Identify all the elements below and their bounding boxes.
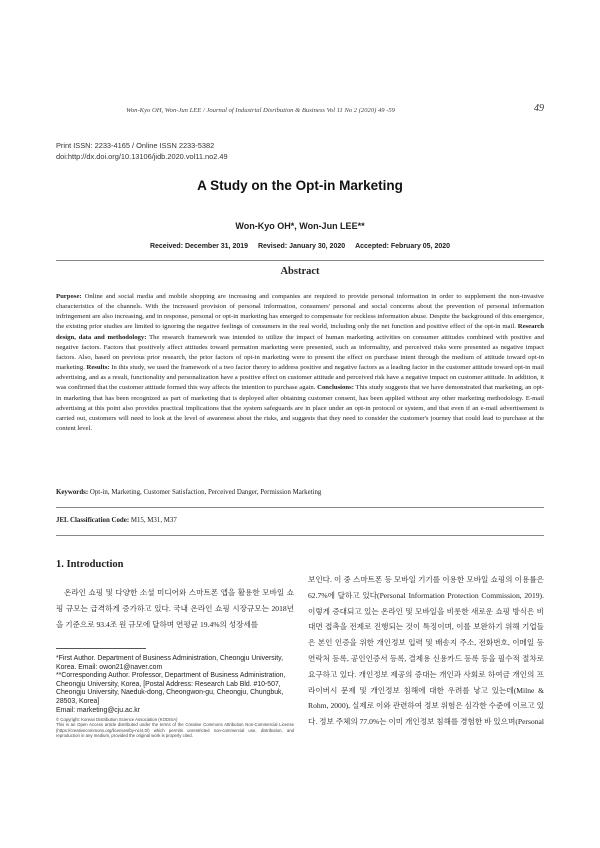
section-heading: 1. Introduction (56, 559, 124, 570)
accepted-date: Accepted: February 05, 2020 (355, 243, 451, 250)
revised-date: Revised: January 30, 2020 (257, 243, 346, 250)
jel-text: M15, M31, M37 (129, 517, 177, 524)
footnote-divider (56, 648, 146, 649)
body-left-column: 온라인 쇼핑 및 다양한 소셜 미디어와 스마트폰 앱을 활용한 모바일 쇼핑 규모는 급격하게 증가하고 있다. 국내 온라인 쇼핑 시장규모는 2018년을 기준으로 93.4조 원 규모에 달하며 연평균 19.4%의 성장세를 (56, 588, 294, 629)
issn-line: Print ISSN: 2233-4165 / Online ISSN 2233-5382 (56, 141, 215, 150)
keywords-text: Opt-in, Marketing, Customer Satisfaction, Perceived Danger, Permission Marketing (88, 489, 322, 496)
issn-block (56, 141, 228, 162)
submission-dates (0, 243, 600, 250)
header-divider (56, 260, 544, 261)
abstract-body (56, 292, 544, 434)
corresponding-email: Email: marketing@cju.ac.kr (56, 706, 140, 714)
keywords-label: Keywords: (56, 489, 89, 496)
conclusions-text: This study suggests that we have demonstrated that marketing, an opt-in marketing that has been recognized as part of marketing that is deployed after obtaining customer consent, has been applied without any other marketing methodology. E-mail advertising at this point also provides practical implications that the system safeguards are in place under an opt-in protocol or system, and that even if an e-mail advertisement is carried out, customers will need to look at the level of awareness about the risks, and suggests that they need to consider the customer's journey that could lead to purchase at the content level. (56, 384, 544, 433)
results-label: Results: (86, 364, 110, 372)
design-text: The research framework was intended to utilize the impact of human marketing activities on consumer attitudes combined with positive and negative factors. Factors that positively affect attitudes toward permation marketing were presented, such as informality, and perceived risks were presented as negative impact factors. Also, based on previous prior research, the prior factors of opt-in marketing were to present the effect on purchase intent through the medium of attitude toward opt-in marketing. (56, 333, 544, 372)
received-date: Received: December 31, 2019 (149, 243, 249, 250)
corresponding-author-note: **Corresponding Author. Professor, Department of Business Administration, Cheongju University, Korea, [Postal Address: Research Lab Bld. #10-507, Cheongju University, Naeduk-dong, Cheongwon-gu, Cheongju, Chungbuk, 28503, Korea] (56, 672, 286, 705)
doi-line: doi:http://dx.doi.org/10.13106/jidb.2020.vol11.no2.49 (56, 151, 228, 161)
purpose-text: Online and social media and mobile shopping are increasing and companies are required to provide personal information in order to supplement the non-invasive characteristics of the channels. With the increased provision of personal information, consumers' personal and social concerns about the prevention of personal information infringement are also increasing, and in response, personal or opt-in marketing has emerged to compensate for reckless information abuse. Despite the background of this emergence, the existing prior studies are limited to ignoring the negative feelings of consumers in the real world, including only the net function and positive effect of the opt-in mail. (56, 293, 544, 331)
abstract-heading: Abstract (280, 266, 320, 277)
design-label: Research design, data and methodology: (56, 323, 544, 341)
jel-line (56, 517, 544, 524)
page-number: 49 (534, 103, 544, 114)
first-author-note: *First Author. Department of Business Administration, Cheongju University, Korea. Email: owon21@naver.com (56, 655, 283, 671)
running-head: Won-Kyo OH, Won-Jun LEE / Journal of Industrial Disribution & Business Vol 11 No 2 (2020) 49 -59 (126, 107, 395, 114)
results-text: In this study, we used the framework of a two factor theory to address positive and negative factors as a leading factor in the customer attitude toward opt-in mail advertising, and as a result, functionality and personalization have a positive effect on customer attitude and perceived risk have a negative impact on customer attitude. In addition, it was confirmed that the customer attitude formed this way affects the intention to purchase again. (56, 364, 544, 392)
author-list: Won-Kyo OH*, Won-Jun LEE** (235, 221, 365, 231)
copyright-note: © Copyright: Korean Distribution Science Association (KODISA) (56, 717, 178, 722)
jel-divider (56, 535, 544, 536)
paper-title: A Study on the Opt-in Marketing (197, 178, 403, 193)
license-block (56, 717, 294, 739)
body-right-column: 보인다. 이 중 스마트폰 등 모바일 기기를 이용한 모바일 쇼핑의 이용률은 62.7%에 달하고 있다(Personal Information Protection Commission, 2019). 이렇게 증대되고 있는 온라인 및 모바일을 비롯한 새로운 쇼핑 방식은 비대면 접촉을 전제로 진행되는 것이 특징이며, 이를 보완하기 위해 기업들은 본인 인증을 위한 개인정보 입력 및 배송지 주소, 전화번호, 이메일 등 연락처 등록, 공인인증서 등록, 결제용 신용카드 등록 등을 필수적 절차로 요구하고 있다. 개인정보 제공의 증대는 개인과 사회로 하여금 개인의 프라이버시 문제 및 개인정보 침해에 대한 우려를 낳고 있는데(Milne & Rohm, 2000), 실제로 이와 관련하여 정보 위험은 심각한 수준에 이르고 있다. 정보 주체의 77.0%는 이미 개인정보 침해를 경험한 바 있으며(Personal (308, 575, 544, 727)
jel-label: JEL Classification Code: (56, 517, 130, 524)
keywords-line (56, 489, 544, 496)
footnotes (56, 655, 294, 715)
keywords-divider (56, 507, 544, 508)
conclusions-label: Conclusions: (317, 384, 354, 392)
license-note: This is an Open Access article distributed under the terms of the Creative Commons Attribution Non-Commercial License (https://creativecommons.org/licenses/by-nc/4.0/) which permits unrestricted non-commercial use, distribution, and reproduction in any medium, provided the original work is properly cited. (56, 722, 294, 739)
purpose-label: Purpose: (56, 293, 82, 300)
